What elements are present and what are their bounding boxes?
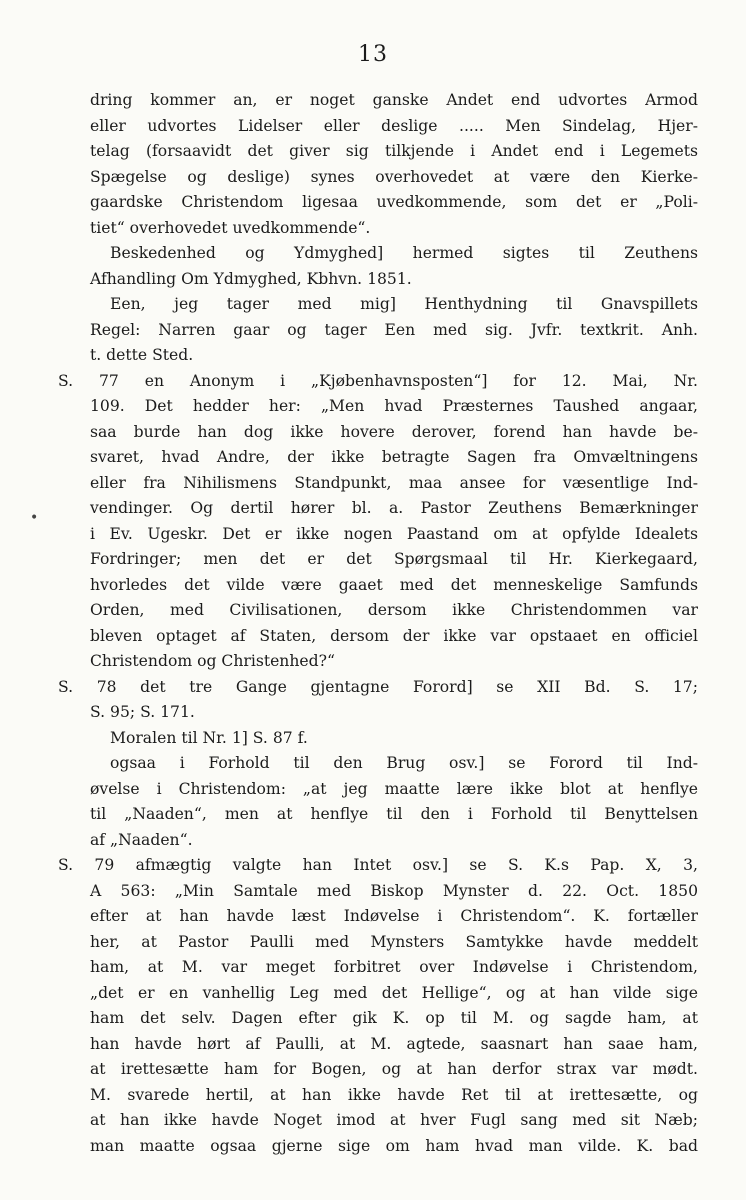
text-line: Regel: Narren gaar og tager Een med sig. Jvfr. textkrit. Anh.: [90, 320, 698, 339]
text-line: Beskedenhed og Ydmyghed] hermed sigtes til Zeuthens: [110, 244, 698, 262]
text-line: M. svarede hertil, at han ikke havde Ret til at irettesætte, og: [90, 1085, 698, 1104]
text-line: i Ev. Ugeskr. Det er ikke nogen Paastand om at opfylde Idealets: [90, 524, 698, 543]
text-line: øvelse i Christendom: „at jeg maatte lære ikke blot at henflye: [90, 779, 698, 798]
text-line: Christendom og Christenhed?“: [90, 652, 335, 670]
text-line: han havde hørt af Paulli, at M. agtede, saasnart han saae ham,: [90, 1034, 698, 1053]
text-line: telag (forsaavidt det giver sig tilkjende i Andet end i Legemets: [90, 142, 698, 160]
text-line: t. dette Sted.: [90, 346, 194, 364]
text-line: svaret, hvad Andre, der ikke betragte Sagen fra Omvæltningens: [90, 448, 698, 466]
text-line: Een, jeg tager med mig] Henthydning til Gnavspillets: [110, 295, 698, 313]
text-line: Spægelse og deslige) synes overhovedet at være den Kierke-: [90, 167, 698, 186]
text-line: S. 78 det tre Gange gjentagne Forord] se XII Bd. S. 17;: [58, 677, 698, 696]
text-line: eller fra Nihilismens Standpunkt, maa ansee for væsentlige Ind-: [90, 473, 698, 492]
commentary-text-block: [58, 88, 698, 1159]
text-line: Afhandling Om Ydmyghed, Kbhvn. 1851.: [90, 269, 412, 288]
text-line: 109. Det hedder her: „Men hvad Præsternes Taushed angaar,: [90, 397, 698, 415]
text-line: bleven optaget af Staten, dersom der ikke var opstaaet en officiel: [90, 626, 698, 645]
text-line: her, at Pastor Paulli med Mynsters Samtykke havde meddelt: [90, 932, 698, 951]
text-line: hvorledes det vilde være gaaet med det menneskelige Samfunds: [90, 575, 698, 594]
text-line: til „Naaden“, men at henflye til den i Forhold til Benyttelsen: [90, 805, 698, 823]
text-line: dring kommer an, er noget ganske Andet end udvortes Armod: [90, 91, 698, 109]
text-line: eller udvortes Lidelser eller deslige ..... Men Sindelag, Hjer-: [90, 116, 698, 135]
text-line: saa burde han dog ikke hovere derover, forend han havde be-: [90, 422, 698, 441]
text-line: Orden, med Civilisationen, dersom ikke Christendommen var: [90, 601, 698, 619]
text-line: Moralen til Nr. 1] S. 87 f.: [110, 728, 308, 747]
text-line: „det er en vanhellig Leg med det Hellige“, og at han vilde sige: [90, 983, 698, 1002]
text-line: ham det selv. Dagen efter gik K. op til M. og sagde ham, at: [90, 1009, 698, 1027]
text-line: S. 95; S. 171.: [90, 703, 195, 721]
page-number: 13: [358, 42, 388, 67]
text-line: af „Naaden“.: [90, 830, 193, 849]
margin-mark: •: [30, 510, 39, 526]
text-line: Fordringer; men det er det Spørgsmaal til Hr. Kierkegaard,: [90, 550, 698, 568]
text-line: S. 79 afmægtig valgte han Intet osv.] se S. K.s Pap. X, 3,: [58, 856, 698, 874]
text-line: ogsaa i Forhold til den Brug osv.] se Forord til Ind-: [110, 754, 698, 772]
text-line: at han ikke havde Noget imod at hver Fugl sang med sit Næb;: [90, 1111, 698, 1129]
text-line: at irettesætte ham for Bogen, og at han derfor strax var mødt.: [90, 1060, 698, 1078]
text-line: man maatte ogsaa gjerne sige om ham hvad man vilde. K. bad: [90, 1136, 698, 1155]
text-line: vendinger. Og dertil hører bl. a. Pastor Zeuthens Bemærkninger: [90, 499, 698, 517]
text-line: gaardske Christendom ligesaa uvedkommende, som det er „Poli-: [90, 193, 698, 211]
text-line: efter at han havde læst Indøvelse i Christendom“. K. fortæller: [90, 907, 698, 925]
text-line: tiet“ overhovedet uvedkommende“.: [90, 218, 371, 237]
text-line: A 563: „Min Samtale med Biskop Mynster d. 22. Oct. 1850: [90, 881, 698, 900]
text-line: S. 77 en Anonym i „Kjøbenhavnsposten“] for 12. Mai, Nr.: [58, 371, 698, 390]
text-line: ham, at M. var meget forbitret over Indøvelse i Christendom,: [90, 958, 698, 976]
